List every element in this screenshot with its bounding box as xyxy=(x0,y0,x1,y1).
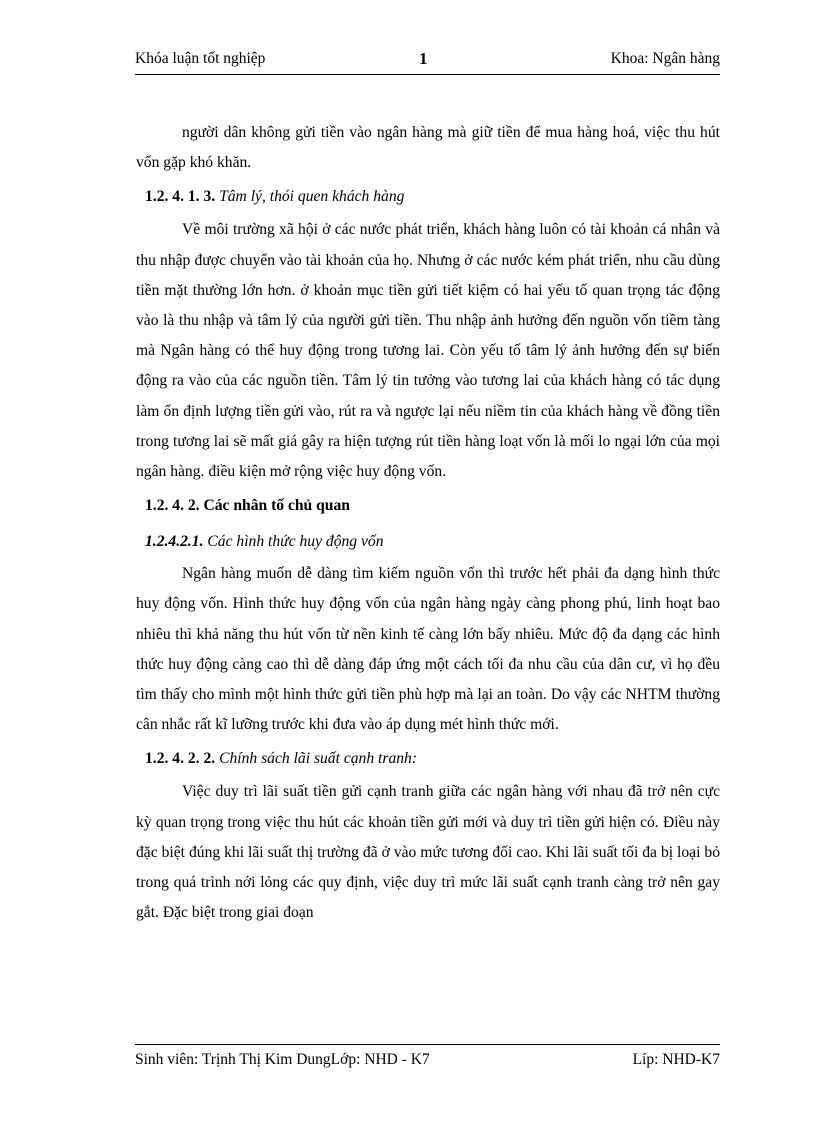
paragraph-1: người dân không gửi tiền vào ngân hàng mà giữ tiền để mua hàng hoá, việc thu hút vốn gặp khó khăn. xyxy=(136,124,720,172)
page-header xyxy=(135,48,720,75)
paragraph-3: Ngân hàng muốn dễ dàng tìm kiếm nguồn vốn thì trước hết phải đa dạng hình thức huy động vốn. Hình thức huy động vốn của ngân hàng ngày càng phong phú, linh hoạt bao nhiêu thì khả năng thu hút vốn từ nền kinh tế càng lớn bấy nhiêu. Mức độ đa dạng các hình thức huy động càng cao thì dễ dàng đáp ứng một cách tối đa nhu cầu của dân cư, vì họ đều tìm thấy cho mình một hình thức gửi tiền phù hợp mà lại an toàn. Do vậy các NHTM thường cân nhắc rất kĩ lưỡng trước khi đưa vào áp dụng mét hình thức mới. xyxy=(136,565,720,734)
page-body xyxy=(136,118,720,928)
heading-number: 1.2.4.2.1. xyxy=(145,533,204,551)
header-right: Khoa: Ngân hàng xyxy=(610,50,720,67)
heading-1-2-4-2-1 xyxy=(136,524,720,559)
heading-1-2-4-2 xyxy=(136,487,720,524)
heading-1-2-4-1-3 xyxy=(136,178,720,215)
heading-number: 1.2. 4. 1. 3. xyxy=(145,188,216,206)
heading-title: Các nhân tố chủ quan xyxy=(203,497,350,515)
footer-left: Sinh viên: Trịnh Thị Kim DungLớp: NHD - K7 xyxy=(135,1051,430,1068)
heading-number: 1.2. 4. 2. 2. xyxy=(145,750,216,768)
heading-title: Các hình thức huy động vốn xyxy=(207,533,384,551)
paragraph-2: Về môi trường xã hội ở các nước phát triển, khách hàng luôn có tài khoản cá nhân và thu nhập được chuyển vào tài khoản của họ. Nhưng ở các nước kém phát triển, nhu cầu dùng tiền mặt thường lớn hơn. ở khoản mục tiền gửi tiết kiệm có hai yếu tố quan trọng tác động vào là thu nhập và tâm lý của người gửi tiền. Thu nhập ảnh hưởng đến nguồn vốn tiềm tàng mà Ngân hàng có thể huy động trong tương lai. Còn yếu tố tâm lý ảnh hưởng đến sự biến động ra vào của các nguồn tiền. Tâm lý tin tưởng vào tương lai của khách hàng có tác dụng làm ổn định lượng tiền gửi vào, rút ra và ngược lại nếu niềm tin của khách hàng về đồng tiền trong tương lai sẽ mất giá gây ra hiện tượng rút tiền hàng loạt vốn là mối lo ngại lớn của mọi ngân hàng. điều kiện mở rộng việc huy động vốn. xyxy=(136,221,720,481)
footer-right: Líp: NHD-K7 xyxy=(632,1051,720,1068)
heading-1-2-4-2-2 xyxy=(136,740,720,777)
heading-title: Chính sách lãi suất cạnh tranh: xyxy=(219,750,418,768)
header-left: Khóa luận tốt nghiệp xyxy=(135,50,266,67)
page-number: 1 xyxy=(419,49,428,68)
heading-title: Tâm lý, thói quen khách hàng xyxy=(219,188,405,206)
page-footer xyxy=(135,1044,720,1075)
paragraph-4: Việc duy trì lãi suất tiền gửi cạnh tranh giữa các ngân hàng với nhau đã trở nên cực kỳ quan trọng trong việc thu hút các khoản tiền gửi mới và duy trì tiền gửi hiện có. Điều này đặc biệt đúng khi lãi suất thị trường đã ở vào mức tương đối cao. Khi lãi suất tối đa bị loại bỏ trong quá trình nới lỏng các quy định, việc duy trì mức lãi suất cạnh tranh càng trở nên gay gắt. Đặc biệt trong giai đoạn xyxy=(136,783,720,922)
heading-number: 1.2. 4. 2. xyxy=(145,497,200,515)
